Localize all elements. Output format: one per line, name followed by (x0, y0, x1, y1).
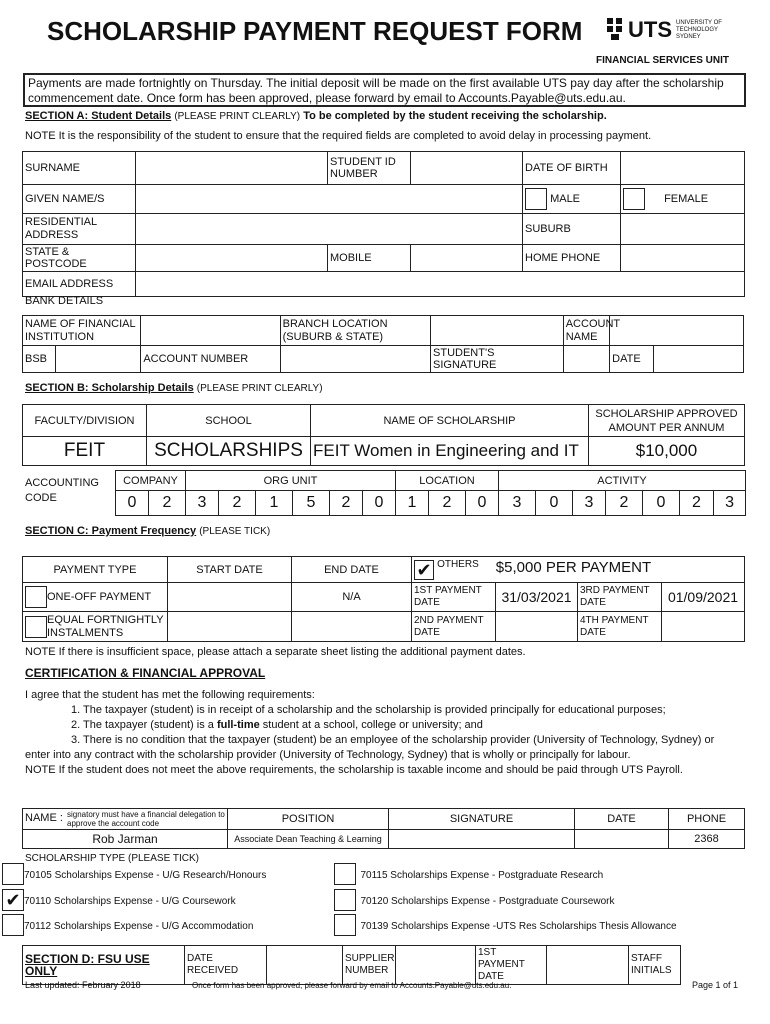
certification-text (25, 688, 735, 778)
fourth-payment-field[interactable] (662, 612, 745, 642)
date-received-label: DATE RECEIVED (185, 946, 267, 985)
accounting-digit[interactable]: 3 (573, 491, 606, 516)
requirement-2-a: 2. The taxpayer (student) is a (71, 719, 217, 731)
section-b-heading: SECTION B: Scholarship Details (25, 382, 194, 394)
section-a-print: (PLEASE PRINT CLEARLY) (174, 111, 301, 122)
equal-checkbox[interactable] (25, 616, 47, 638)
requirement-2 (25, 718, 735, 733)
certification-note: NOTE If the student does not meet the above requirements, the scholarship is taxable income and should be paid through UTS Payroll. (25, 764, 683, 776)
financial-institution-field[interactable] (141, 316, 280, 346)
first-payment-value[interactable]: 31/03/2021 (496, 583, 578, 612)
equal-cell (23, 612, 168, 642)
second-payment-field[interactable] (496, 612, 578, 642)
form-title: SCHOLARSHIP PAYMENT REQUEST FORM (47, 16, 583, 46)
type-70120-cell (334, 889, 615, 911)
logo-sub: UNIVERSITY OF TECHNOLOGY SYDNEY (676, 20, 722, 40)
certification-heading: CERTIFICATION & FINANCIAL APPROVAL (25, 666, 266, 680)
accounting-digit[interactable]: 2 (330, 491, 363, 516)
section-b-heading-line (25, 382, 323, 394)
type-70105-cell (2, 863, 266, 885)
name-header: NAME : (25, 812, 63, 824)
end-date-header: END DATE (292, 557, 412, 583)
surname-label: SURNAME (23, 152, 136, 185)
others-checkbox[interactable]: ✔ (414, 560, 434, 580)
residential-field[interactable] (136, 214, 523, 245)
female-label: FEMALE (664, 192, 709, 205)
section-c-note: NOTE If there is insufficient space, please attach a separate sheet listing the additional payment dates. (25, 646, 526, 658)
location-header: LOCATION (396, 471, 499, 491)
staff-initials-label: STAFF INITIALS (629, 946, 681, 985)
branch-field[interactable] (431, 316, 564, 346)
signature-header: SIGNATURE (389, 809, 575, 830)
male-checkbox[interactable] (525, 188, 547, 210)
requirement-1: 1. The taxpayer (student) is in receipt of a scholarship and the scholarship is provided principally for educational purposes; (71, 704, 666, 716)
others-value[interactable]: $5,000 PER PAYMENT (495, 559, 652, 577)
others-label: OTHERS (437, 559, 479, 571)
type-70115-cell (334, 863, 603, 885)
name-header-cell (23, 809, 228, 830)
fourth-payment-label: 4TH PAYMENT DATE (578, 612, 662, 642)
account-name-label: ACCOUNT NAME (563, 316, 609, 346)
first-payment-fsu-label: 1ST PAYMENT DATE (476, 946, 547, 985)
branch-label: BRANCH LOCATION (SUBURB & STATE) (280, 316, 430, 346)
start-date-header: START DATE (168, 557, 292, 583)
type-70110-label: 70110 Scholarships Expense - U/G Coursework (24, 896, 236, 908)
org-unit-header: ORG UNIT (186, 471, 396, 491)
financial-unit: FINANCIAL SERVICES UNIT (596, 55, 729, 66)
type-70115-checkbox[interactable] (334, 863, 356, 885)
accounting-digit[interactable]: 3 (186, 491, 219, 516)
type-70120-checkbox[interactable] (334, 889, 356, 911)
payment-frequency-table (22, 556, 745, 642)
faculty-header: FACULTY/DIVISION (23, 405, 147, 437)
accounting-digit[interactable]: 0 (536, 491, 573, 516)
requirement-3: 3. There is no condition that the taxpayer (student) be an employee of the scholarship provider (University of Technology, Sydney) or enter into any contract with the scholarship provider (University of Technology, Sydney) that is wholly or principally for labour. (25, 734, 715, 761)
activity-header: ACTIVITY (499, 471, 746, 491)
bank-details-table (22, 315, 744, 373)
section-d-heading: SECTION D: FSU USE ONLY (23, 946, 185, 985)
type-70112-cell (2, 914, 253, 936)
type-70112-checkbox[interactable] (2, 914, 24, 936)
female-checkbox[interactable] (623, 188, 645, 210)
second-payment-label: 2ND PAYMENT DATE (412, 612, 496, 642)
accounting-digit[interactable]: 3 (714, 491, 746, 516)
accounting-digit[interactable]: 3 (499, 491, 536, 516)
approver-date[interactable] (575, 830, 669, 849)
scholarship-type-label: SCHOLARSHIP TYPE (PLEASE TICK) (25, 853, 199, 864)
section-a-heading: SECTION A: Student Details (25, 110, 172, 122)
dob-label: DATE OF BIRTH (523, 152, 621, 185)
account-number-label: ACCOUNT NUMBER (141, 346, 280, 373)
equal-start-field[interactable] (168, 612, 292, 642)
scholarship-name-value[interactable]: FEIT Women in Engineering and IT (311, 437, 589, 466)
school-value[interactable]: SCHOLARSHIPS (147, 437, 311, 466)
accounting-digit[interactable]: 0 (466, 491, 499, 516)
crest-icon (604, 16, 626, 42)
last-updated: Last updated: February 2018 (25, 980, 141, 990)
amount-value[interactable]: $10,000 (589, 437, 745, 466)
type-70105-label: 70105 Scholarships Expense - U/G Research/Honours (24, 870, 267, 882)
type-70105-checkbox[interactable] (2, 863, 24, 885)
account-name-field[interactable] (610, 316, 744, 346)
financial-institution-label: NAME OF FINANCIAL INSTITUTION (23, 316, 141, 346)
accounting-code-table (115, 470, 746, 516)
accounting-digit[interactable]: 0 (363, 491, 396, 516)
accounting-digit[interactable]: 5 (293, 491, 330, 516)
given-name-label: GIVEN NAME/S (23, 185, 136, 214)
email-label: EMAIL ADDRESS (23, 272, 136, 297)
type-70110-checkbox[interactable]: ✔ (2, 889, 24, 911)
page-number: Page 1 of 1 (692, 980, 739, 990)
fsu-table (22, 945, 681, 985)
account-number-field[interactable] (280, 346, 430, 373)
approver-position[interactable]: Associate Dean Teaching & Learning (228, 830, 389, 849)
approver-signature[interactable] (389, 830, 575, 849)
bsb-label: BSB (23, 346, 56, 373)
mobile-field[interactable] (411, 245, 523, 272)
intro-box: Payments are made fortnightly on Thursday. The initial deposit will be made on the first available UTS pay day after the scholarship commencement date. Once form has been approved, please forward by email to Accounts.Payable@uts.edu.au. (23, 73, 746, 107)
suburb-field[interactable] (621, 214, 745, 245)
male-cell (523, 185, 621, 214)
suburb-label: SUBURB (523, 214, 621, 245)
approver-phone[interactable]: 2368 (669, 830, 745, 849)
date-field[interactable] (654, 346, 744, 373)
faculty-value[interactable]: FEIT (23, 437, 147, 466)
payment-type-header: PAYMENT TYPE (23, 557, 168, 583)
type-70139-cell (334, 914, 677, 936)
requirement-2-b: full-time (216, 719, 260, 731)
accounting-code-label: ACCOUNTING CODE (25, 477, 99, 504)
position-header: POSITION (228, 809, 389, 830)
accounting-digit[interactable]: 2 (429, 491, 466, 516)
accounting-digit[interactable]: 2 (219, 491, 256, 516)
accounting-digit[interactable]: 1 (256, 491, 293, 516)
date-label: DATE (610, 346, 654, 373)
one-off-cell (23, 583, 168, 612)
requirement-2-c: student at a school, college or university; and (259, 719, 483, 731)
section-c-heading: SECTION C: Payment Frequency (25, 525, 197, 537)
accounting-digit[interactable]: 2 (680, 491, 714, 516)
signature-label: STUDENT'S SIGNATURE (431, 346, 564, 373)
footer-forward: Once form has been approved, please forward by email to Accounts.Payable@uts.edu.au. (192, 981, 512, 990)
type-70120-label: 70120 Scholarships Expense - Postgraduate Coursework (360, 896, 615, 908)
section-c-tick: (PLEASE TICK) (199, 526, 271, 537)
bsb-field[interactable] (56, 346, 141, 373)
third-payment-value[interactable]: 01/09/2021 (662, 583, 745, 612)
section-a-bold-note: To be completed by the student receiving the scholarship. (303, 110, 607, 122)
student-id-label: STUDENT ID NUMBER (328, 152, 411, 185)
date-header: DATE (575, 809, 669, 830)
dob-field[interactable] (621, 152, 745, 185)
home-phone-label: HOME PHONE (523, 245, 621, 272)
type-70139-label: 70139 Scholarships Expense -UTS Res Scholarships Thesis Allowance (360, 921, 677, 933)
state-field[interactable] (136, 245, 328, 272)
supplier-field[interactable] (396, 946, 476, 985)
accounting-digit[interactable]: 1 (396, 491, 429, 516)
home-phone-field[interactable] (621, 245, 745, 272)
approver-name[interactable]: Rob Jarman (23, 830, 228, 849)
accounting-digits-row (116, 491, 746, 516)
name-hint: signatory must have a financial delegation to approve the account code (67, 810, 225, 828)
scholarship-name-header: NAME OF SCHOLARSHIP (311, 405, 589, 437)
accounting-digit[interactable]: 0 (643, 491, 680, 516)
given-name-field[interactable] (136, 185, 523, 214)
logo-text: UTS (628, 17, 672, 42)
section-a-heading-line (25, 110, 607, 122)
email-field[interactable] (136, 272, 745, 297)
school-header: SCHOOL (147, 405, 311, 437)
type-70110-cell (2, 889, 236, 911)
section-b-print: (PLEASE PRINT CLEARLY) (196, 383, 323, 394)
company-header: COMPANY (116, 471, 186, 491)
male-label: MALE (550, 192, 581, 205)
type-70112-label: 70112 Scholarships Expense - U/G Accommodation (24, 921, 254, 933)
first-payment-fsu-field[interactable] (547, 946, 629, 985)
surname-field[interactable] (136, 152, 328, 185)
accounting-digit[interactable]: 2 (606, 491, 643, 516)
type-70115-label: 70115 Scholarships Expense - Postgraduate Research (360, 870, 604, 882)
bank-details-label: BANK DETAILS (25, 295, 104, 307)
female-cell (621, 185, 745, 214)
end-date-value[interactable]: N/A (292, 583, 412, 612)
date-received-field[interactable] (267, 946, 343, 985)
amount-header: SCHOLARSHIP APPROVED AMOUNT PER ANNUM (589, 405, 745, 437)
accounting-digit[interactable]: 0 (116, 491, 149, 516)
section-a-note: NOTE It is the responsibility of the student to ensure that the required fields are completed to avoid delay in processing payment. (25, 130, 652, 142)
mobile-label: MOBILE (328, 245, 411, 272)
state-label: STATE & POSTCODE (23, 245, 136, 272)
signature-field[interactable] (563, 346, 609, 373)
approval-table (22, 808, 745, 849)
third-payment-label: 3RD PAYMENT DATE (578, 583, 662, 612)
others-cell (412, 557, 745, 583)
one-off-label: ONE-OFF PAYMENT (47, 590, 152, 603)
accounting-digit[interactable]: 2 (149, 491, 186, 516)
student-id-field[interactable] (411, 152, 523, 185)
one-off-start-field[interactable] (168, 583, 292, 612)
first-payment-label: 1ST PAYMENT DATE (412, 583, 496, 612)
equal-end-field[interactable] (292, 612, 412, 642)
residential-label: RESIDENTIAL ADDRESS (23, 214, 136, 245)
phone-header: PHONE (669, 809, 745, 830)
agree-text: I agree that the student has met the following requirements: (25, 689, 315, 701)
one-off-checkbox[interactable] (25, 586, 47, 608)
scholarship-details-table (22, 404, 745, 466)
supplier-label: SUPPLIER NUMBER (343, 946, 396, 985)
student-details-table (22, 151, 745, 297)
type-70139-checkbox[interactable] (334, 914, 356, 936)
equal-label: EQUAL FORTNIGHTLY INSTALMENTS (47, 613, 164, 639)
uts-logo (604, 16, 734, 44)
section-c-heading-line (25, 525, 270, 537)
